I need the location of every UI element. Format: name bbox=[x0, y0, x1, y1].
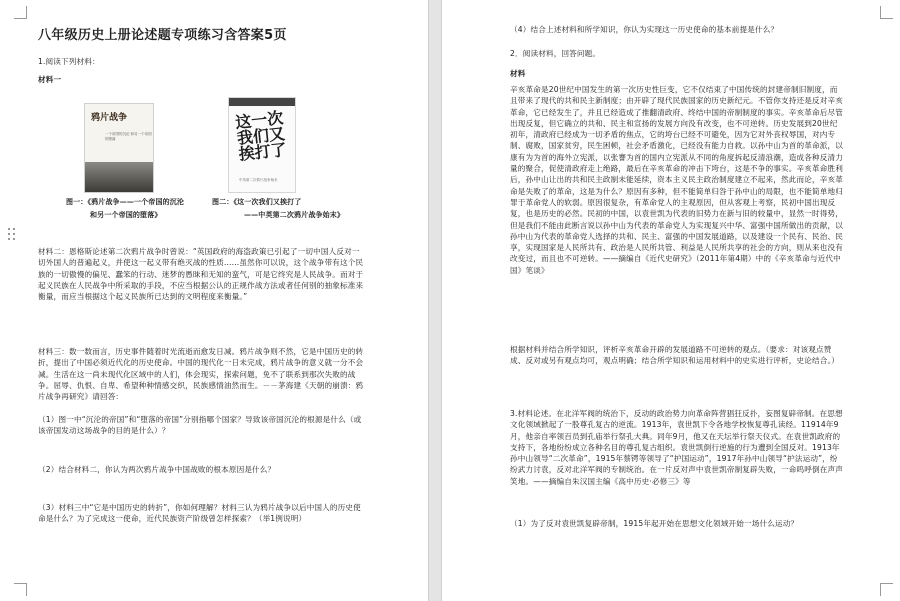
material-label: 材料 bbox=[510, 69, 526, 78]
question-3-material: 3.材料论述。在北洋军阀的统治下，反动的政治势力向革命阵营猖狂反扑，妄图复辟帝制。在思想文化领域掀起了一股尊孔复古的逆流。1913年，袁世凯下令各地学校恢复尊孔读经。11914年9月，他亲自率领百员到孔庙举行祭孔大典。同年9月，他又在天坛举行祭天仪式。在袁世凯政府的支持下，各地纷纷成立各种名目的尊孔复古组织。袁世凯倒行逆施的行为遭到全国反对。1913年孙中山领导“二次革命”，1915年蔡锷等领导了“护国运动”，1917年孙中山领导“护法运动”，纷纷武力讨袁，反对北洋军阀的专制统治。在一片反对声中袁世凯帝制复辟失败，一命呜呼倒在声声笑地。——摘编自朱汉国主编《高中历史·必修三》等 bbox=[510, 409, 843, 486]
crop-mark bbox=[880, 583, 893, 596]
figure-1-caption: 图一：《鸦片战争——一个帝国的沉沦 bbox=[66, 198, 185, 206]
material-2-text: 材料二：恩格斯论述第二次鸦片战争时曾说：“英国政府的海盗政策已引起了一切中国人反对一切外国人的普遍起义，并使这一起义带有绝灭战的性质……虽然你可以说，这个战争带有这个民族的一切傲慢的偏见、蠢笨的行动、迷梦的愚昧和无知的蛮气，可是它终究是人民战争。而对于起义民族在人民战争中所采取的手段，不应当根据公认的正规作战方法或者任何别的抽象标准来衡量，而应当根据这个起义民族所已达到的文明程度来衡量。” bbox=[38, 247, 364, 302]
question-1-part-2: （2）结合材料二，你认为两次鸦片战争中国战败的根本原因是什么？ bbox=[38, 465, 276, 474]
document-page-right bbox=[442, 0, 900, 601]
question-1-intro: 1.阅读下列材料： bbox=[38, 57, 100, 66]
crop-mark bbox=[14, 6, 27, 19]
book-cover-image-1: 鸦片战争 一个帝国的沉沦 和另一个帝国的堕落 bbox=[84, 103, 154, 193]
question-1-part-1: （1）图一中“沉沦的帝国”和“堕落的帝国”分别指哪个国家？导致该帝国沉沦的根源是什么（或该帝国发动这场战争的目的是什么）？ bbox=[38, 415, 362, 436]
figure-2-caption: 图二：《这一次我们又挨打了 bbox=[212, 198, 302, 206]
figure-2-caption-2: ——中英第二次鸦片战争始末》 bbox=[244, 211, 345, 219]
material-1-label: 材料一 bbox=[38, 75, 62, 84]
question-2-prompt: 根据材料并结合所学知识，评析辛亥革命开辟的发展道路不可逆转的观点。（要求：对该观点赞成、反对或另有观点均可，观点明确；结合所学知识和运用材料中的史实进行评析，史论结合。） bbox=[510, 345, 840, 366]
crop-mark bbox=[880, 6, 893, 19]
book-cover-image-2: 这一次我们又挨打了 中英第二次鸦片战争始末 bbox=[228, 97, 296, 193]
question-2-intro: 2．阅读材料，回答问题。 bbox=[510, 49, 601, 58]
question-1-part-4: （4）结合上述材料和所学知识，你认为实现这一历史使命的基本前提是什么？ bbox=[510, 25, 779, 34]
document-title: 八年级历史上册论述题专项练习含答案5页 bbox=[38, 28, 287, 43]
figure-1-caption-2: 和另一个帝国的堕落》 bbox=[90, 211, 162, 219]
material-3-text: 材料三：数一数而言，历史事件随着时光流逝而愈发日减。鸦片战争则不然，它是中国历史的转折，提出了中国必须近代化的历史使命。中国的现代化一日未完成，鸦片战争的意义就一分不会减。生活在这一尚未现代化区域中的人们，体会现实，探索问题，免不了联系到那次失败的战争。屈辱、仇恨、自卑、希望种种情感交织，民族感情油然而生。－－茅海建《天朝的崩溃：鸦片战争再研究》请回答： bbox=[38, 347, 364, 402]
material-body: 辛亥革命是20世纪中国发生的第一次历史性巨变，它不仅结束了中国传统的封建帝制旧制度，而且带来了现代的共和民主新制度；由开辟了现代民族国家的历史新纪元。不管你支持还是反对辛亥革命，它已经发生了，并且已经造成了推翻清政府、终结中国的帝制制度的事实。辛亥革命后尽管出现反复，但它确立的共和、民主和宣扬的发展方向没有改变，也不可逆转。历史发展到20世纪初年，清政府已经成为一切矛盾的焦点，它的垮台已经不可避免，因为它对外丧权辱国，对内专制、腐败，国家贫穷，民生困顿，社会矛盾激化，已经没有能力自救。以孙中山为首的革命派，以康有为为首的海外立宪派，以张謇为首的国内立宪派从不同的角度拆起反清浪潮，造成各种反清力量的聚合，促使清政府走上绝路，最后在辛亥革命的冲击下垮台，这是不争的事实。辛亥革命胜利后，孙中山让出的共和民主政制未能延续，资本主义民主政治制度建立不起来，然此而论，辛亥革命是失败了的革命，这是为什么？原因有多种，但不能简单归咎于孙中山的局限，也不能简单地归罪于革命党人的软弱。原因很复杂，有革命党人的主观原因，但从客观上考察，民初中国出现反复，也是历史的必然。民初的中国，以袁世凯为代表的旧势力在新与旧的较量中，显然一时得势，但是我们不能由此断言说以孙中山为代表的革命党人为实现复兴中华、富强中国所做出的贡献，以孙中山为代表的革命党人选择的共和、民主、富强的中国发展道路，以及建设一个民有、民治、民享，实现国家是人民所共有、政治是人民所共管、利益是人民所共享的社会的方向，则从来也没有改变过，而且也不可逆转。——摘编自《近代史研究》（2011年第4期）中的《辛亥革命与近代中国》笔谈》 bbox=[510, 85, 843, 275]
document-page-left bbox=[0, 0, 428, 601]
page-gutter bbox=[428, 0, 442, 601]
drag-handle-icon[interactable] bbox=[8, 228, 18, 242]
question-3-part-1: （1）为了反对袁世凯复辟帝制，1915年起开始在思想文化领域开始一场什么运动？ bbox=[510, 519, 799, 528]
question-1-part-3: （3）材料三中“它是中国历史的转折”，你如何理解？材料三认为鸦片战争以后中国人的历史使命是什么？为了完成这一使命，近代民族资产阶级曾怎样探索？（举1例说明） bbox=[38, 503, 361, 524]
crop-mark bbox=[14, 583, 27, 596]
